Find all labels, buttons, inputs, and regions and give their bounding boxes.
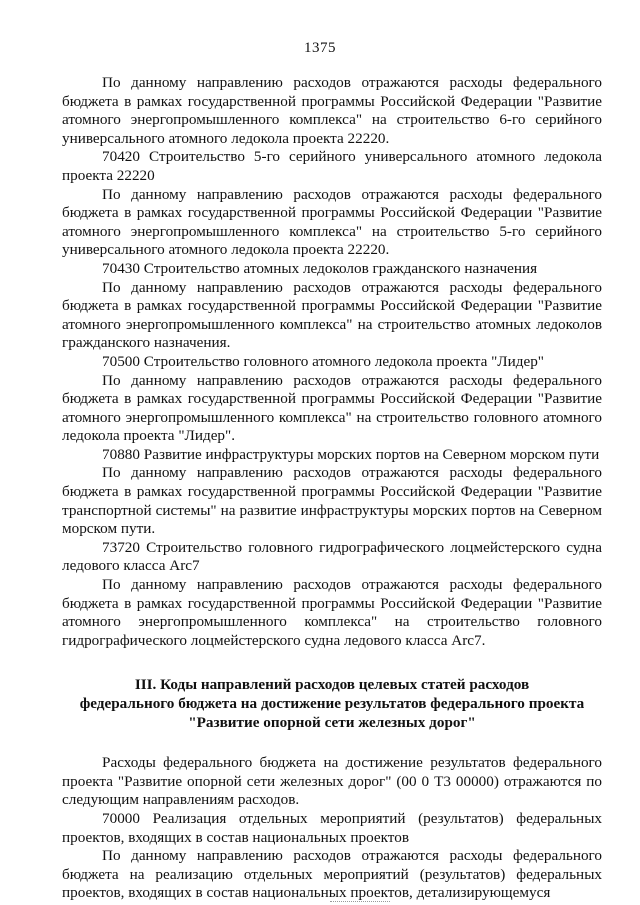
paragraph: По данному направлению расходов отражаются расходы федерального бюджета на реализацию отдельных мероприятий (результатов) федеральных проектов, входящих в состав национальных проектов, детализирующемуся <box>62 847 602 902</box>
paragraph: По данному направлению расходов отражаются расходы федерального бюджета в рамках государственной программы Российской Федерации "Развитие атомного энергопромышленного комплекса" на строительство головного гидрографического лоцмейстерского судна ледового класса Arc7. <box>62 576 602 649</box>
section-heading-line: "Развитие опорной сети железных дорог" <box>188 713 476 731</box>
paragraph: По данному направлению расходов отражаются расходы федерального бюджета в рамках государственной программы Российской Федерации "Развитие атомного энергопромышленного комплекса" на строительство головного атомного ледокола проекта "Лидер". <box>62 371 602 445</box>
expense-code-paragraph: 73720 Строительство головного гидрографического лоцмейстерского судна ледового класса Arc7 <box>62 538 602 575</box>
expense-code-paragraph: 70430 Строительство атомных ледоколов гражданского назначения <box>102 259 538 277</box>
document-body <box>62 74 602 903</box>
expense-code-paragraph: 70880 Развитие инфраструктуры морских портов на Северном морском пути <box>102 445 600 463</box>
section-heading-line: III. Коды направлений расходов целевых статей расходов <box>134 676 530 694</box>
expense-code-paragraph: 70420 Строительство 5-го серийного универсального атомного ледокола проекта 22220 <box>62 148 602 184</box>
paragraph: По данному направлению расходов отражаются расходы федерального бюджета в рамках государственной программы Российской Федерации "Развитие атомного энергопромышленного комплекса" на строительство 5-го серийного универсального атомного ледокола проекта 22220. <box>62 185 602 259</box>
section-heading-line: федерального бюджета на достижение результатов федерального проекта <box>79 695 585 712</box>
page-edge-mark <box>330 901 390 903</box>
paragraph: По данному направлению расходов отражаются расходы федерального бюджета в рамках государственной программы Российской Федерации "Развитие атомного энергопромышленного комплекса" на строительство атомных ледоколов гражданского назначения. <box>62 278 602 352</box>
expense-code-paragraph: 70500 Строительство головного атомного ледокола проекта "Лидер" <box>102 352 544 370</box>
page-number: 1375 <box>304 40 336 56</box>
section-heading <box>62 676 602 732</box>
paragraph: По данному направлению расходов отражаются расходы федерального бюджета в рамках государственной программы Российской Федерации "Развитие атомного энергопромышленного комплекса" на строительство 6-го серийного универсального атомного ледокола проекта 22220. <box>62 74 602 147</box>
paragraph: По данному направлению расходов отражаются расходы федерального бюджета в рамках государственной программы Российской Федерации "Развитие транспортной системы" на развитие инфраструктуры морских портов на Северном морском пути. <box>62 464 602 538</box>
paragraph: Расходы федерального бюджета на достижение результатов федерального проекта "Развитие опорной сети железных дорог" (00 0 Т3 00000) отражаются по следующим направлениям расходов. <box>62 754 602 809</box>
expense-code-paragraph: 70000 Реализация отдельных мероприятий (результатов) федеральных проектов, входящих в состав национальных проектов <box>62 809 602 846</box>
